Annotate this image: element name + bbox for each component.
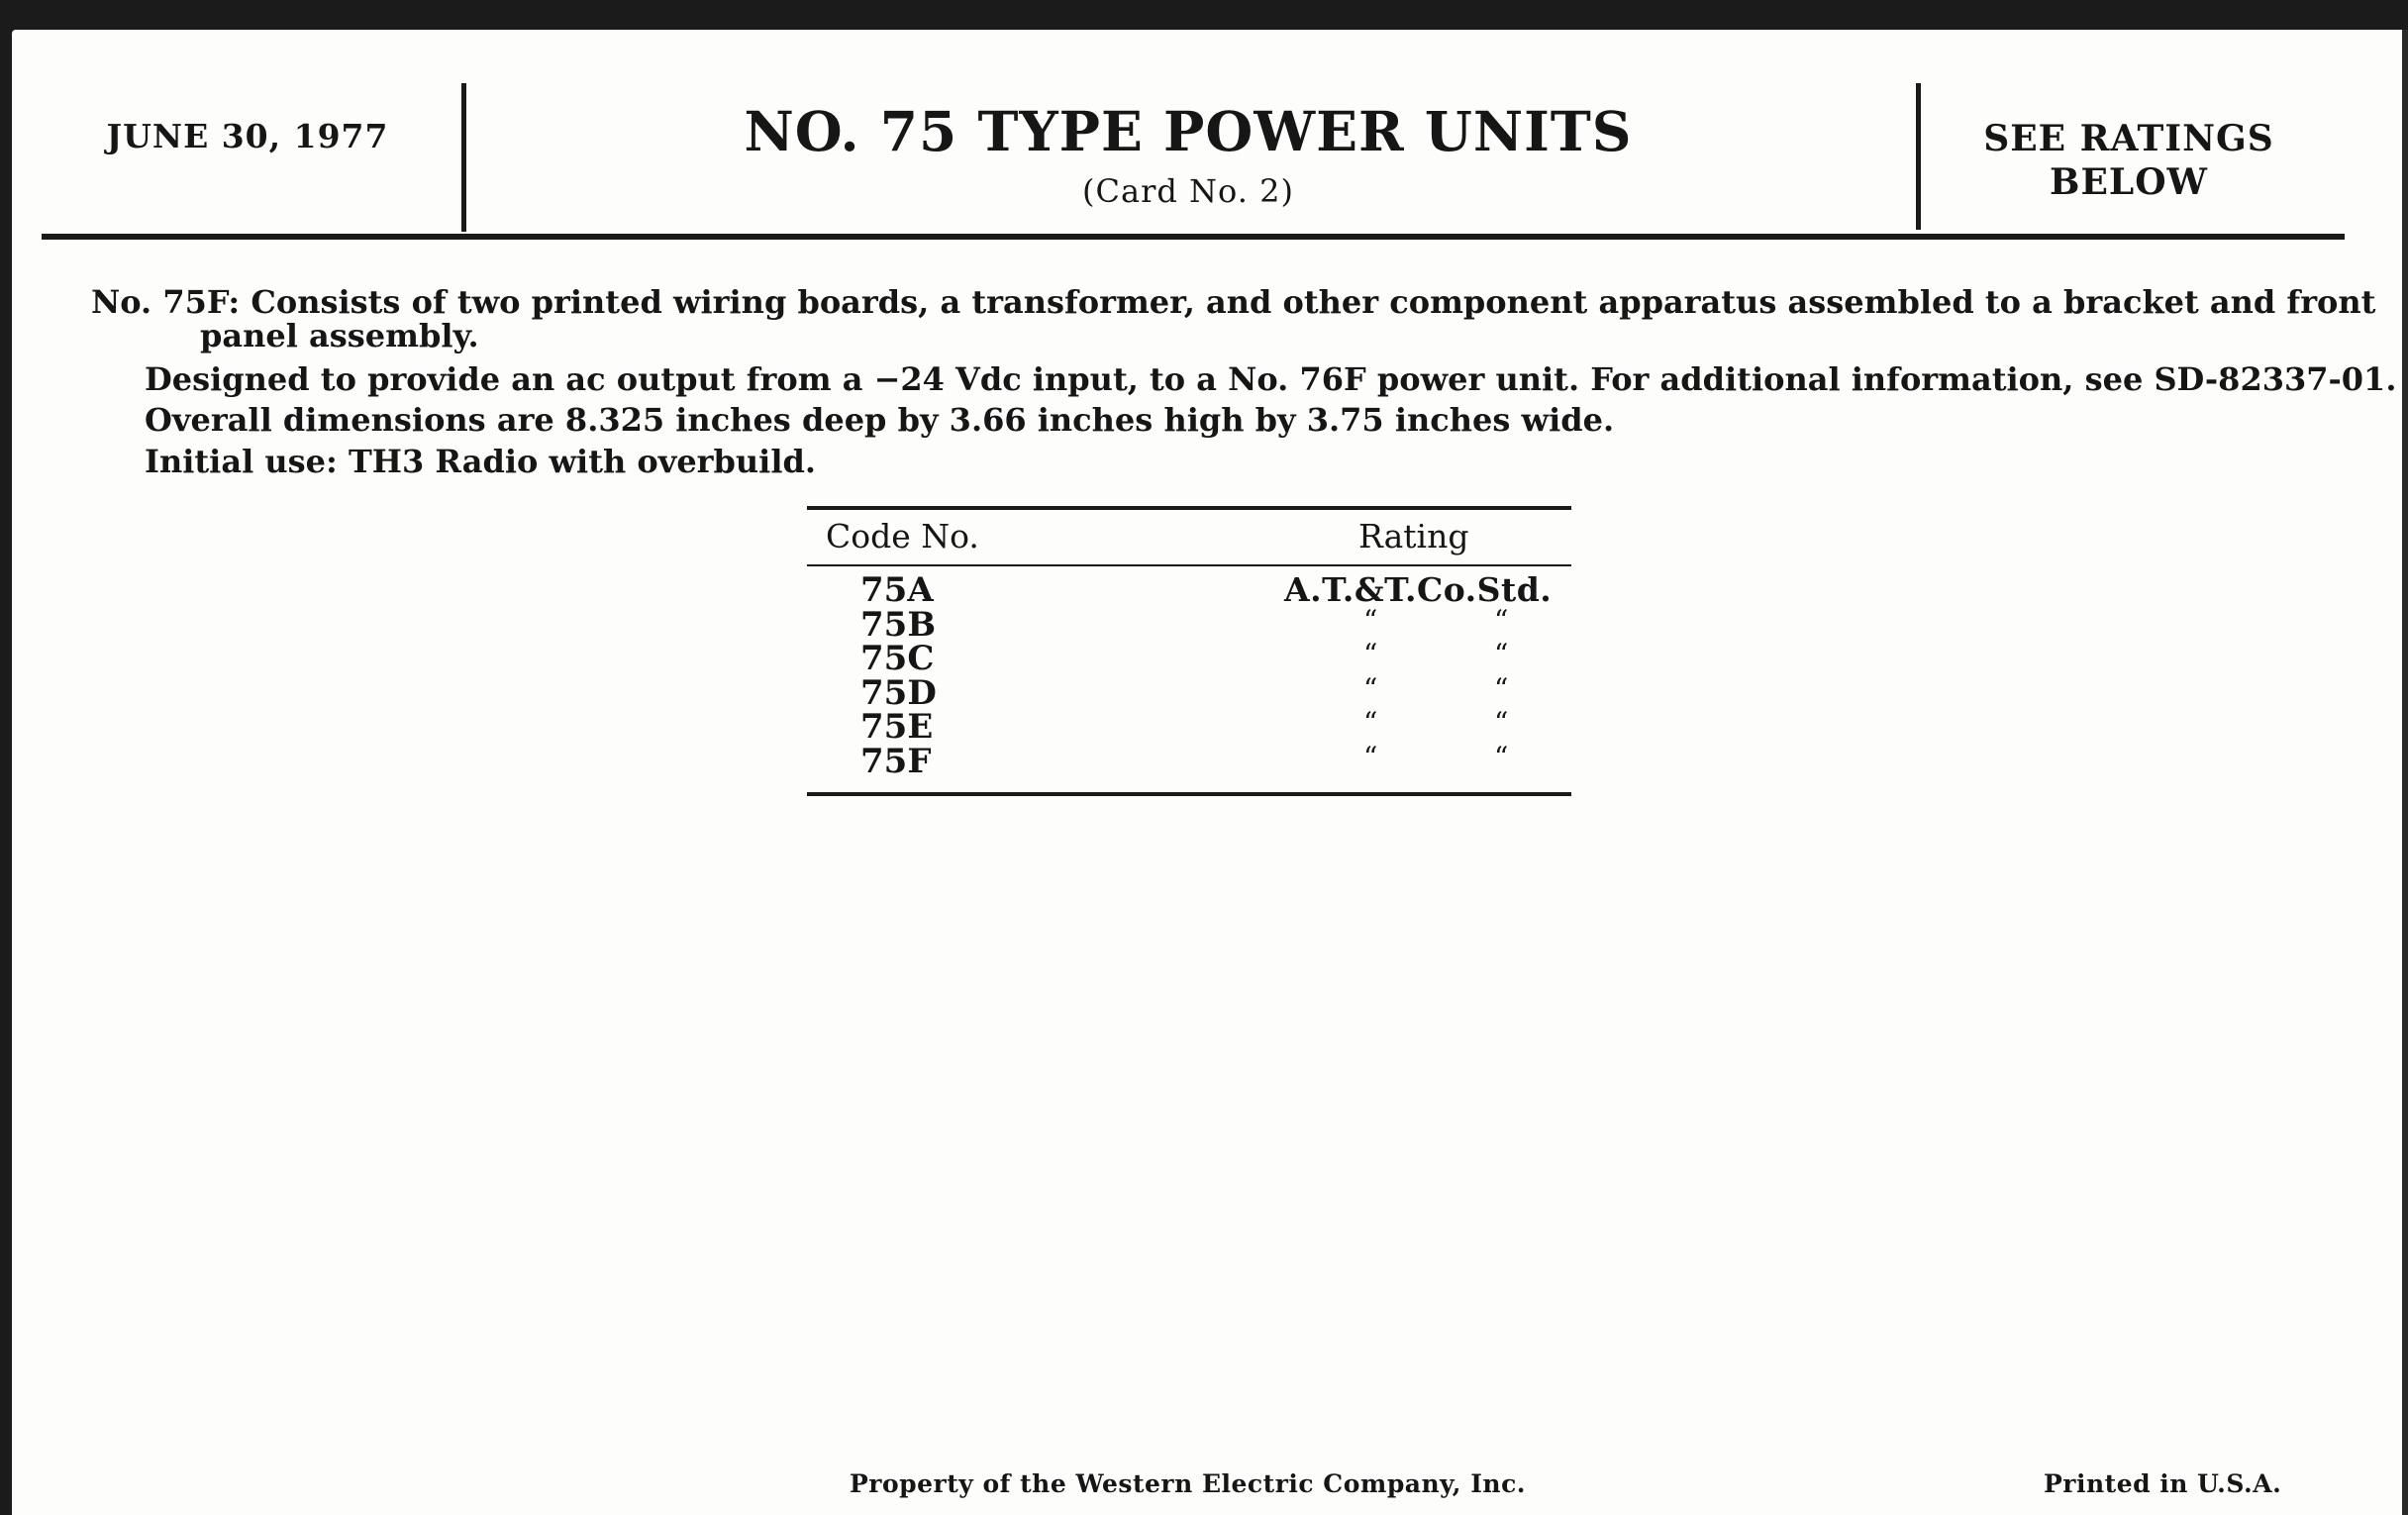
ditto-mark: “ xyxy=(1363,740,1378,773)
code-cell: 75A xyxy=(860,570,934,610)
table-header-code: Code No. xyxy=(826,517,979,556)
table-row xyxy=(807,638,1571,678)
table-row xyxy=(807,603,1571,645)
table-row xyxy=(807,706,1571,747)
table-row xyxy=(807,671,1571,713)
ditto-mark: “ xyxy=(1494,706,1509,739)
description-line-2: panel assembly. xyxy=(200,317,479,354)
code-cell: 75D xyxy=(860,672,937,713)
code-cell: 75F xyxy=(860,741,932,781)
ditto-mark: “ xyxy=(1363,706,1378,739)
description-line-3: Designed to provide an ac output from a −24 Vdc input, to a No. 76F power unit. For additional information, see SD-82337-01. xyxy=(145,360,2397,398)
table-bottom-rule xyxy=(807,792,1571,796)
card-title: NO. 75 TYPE POWER UNITS xyxy=(744,99,1633,163)
ditto-mark: “ xyxy=(1494,638,1509,670)
printed-notice: Printed in U.S.A. xyxy=(2044,1469,2282,1498)
card-subtitle: (Card No. 2) xyxy=(1082,172,1294,210)
code-cell: 75C xyxy=(860,639,935,678)
table-header-rule xyxy=(807,564,1571,566)
ratings-note xyxy=(1941,117,2317,204)
description-line-1: No. 75F: Consists of two printed wiring boards, a transformer, and other component apparatus assembled to a bracket and front xyxy=(91,283,2376,321)
ratings-note-line1: SEE RATINGS xyxy=(1983,118,2274,159)
code-cell: 75E xyxy=(860,707,934,747)
rating-cell: A.T.&T.Co.Std. xyxy=(1284,570,1553,609)
header-rule xyxy=(42,234,2345,240)
dimensions-line: Overall dimensions are 8.325 inches deep by 3.66 inches high by 3.75 inches wide. xyxy=(145,401,1615,439)
table-header-rating: Rating xyxy=(1358,517,1469,556)
initial-use-line: Initial use: TH3 Radio with overbuild. xyxy=(145,443,816,480)
header-divider-left xyxy=(461,83,466,232)
ratings-note-line2: BELOW xyxy=(2050,161,2208,203)
property-notice: Property of the Western Electric Company, Inc. xyxy=(850,1469,1527,1498)
ditto-mark: “ xyxy=(1494,671,1509,705)
table-row xyxy=(807,570,1571,610)
ditto-mark: “ xyxy=(1494,740,1509,773)
ditto-mark: “ xyxy=(1363,603,1378,637)
card-date: JUNE 30, 1977 xyxy=(106,117,389,155)
scan-edge xyxy=(2402,30,2408,1515)
header-divider-right xyxy=(1916,83,1921,230)
ditto-mark: “ xyxy=(1494,603,1509,637)
table-top-rule xyxy=(807,506,1571,510)
code-cell: 75B xyxy=(860,604,937,645)
ditto-mark: “ xyxy=(1363,671,1378,705)
ratings-table-body xyxy=(807,570,1571,781)
ditto-mark: “ xyxy=(1363,638,1378,670)
table-row xyxy=(807,740,1571,781)
